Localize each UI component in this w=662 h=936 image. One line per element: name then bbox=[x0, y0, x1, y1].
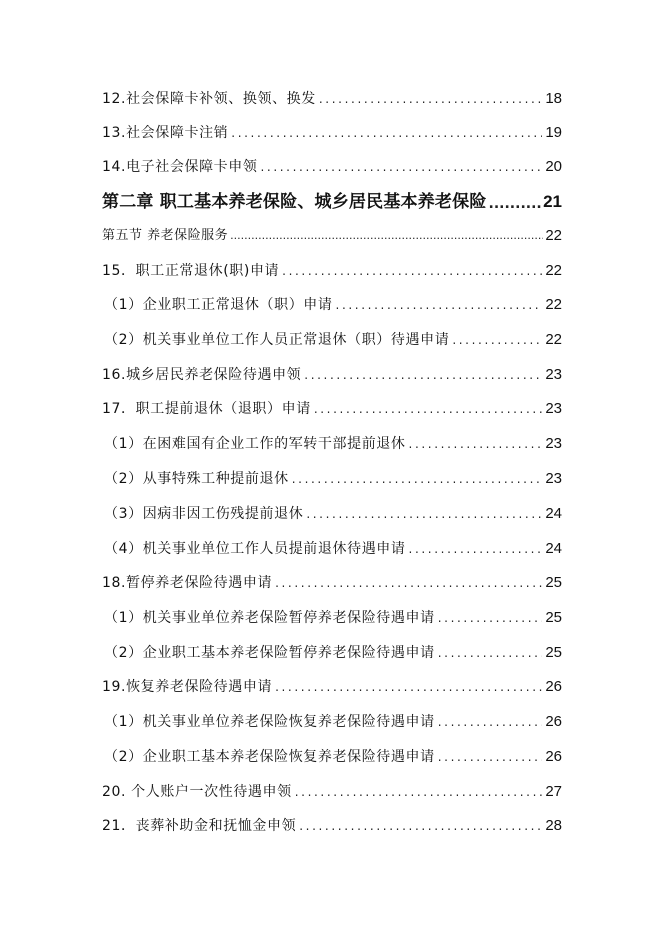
toc-entry-title: （1）机关事业单位养老保险暂停养老保险待遇申请 bbox=[104, 610, 435, 626]
toc-subentry[interactable] bbox=[104, 744, 562, 766]
toc-entry-page: 25 bbox=[545, 644, 562, 661]
toc-entry[interactable] bbox=[102, 362, 562, 384]
toc-entry[interactable] bbox=[102, 120, 562, 142]
toc-section-title: 第五节 养老保险服务 bbox=[102, 228, 229, 243]
toc-entry-page: 21 bbox=[543, 192, 562, 211]
dot-leader bbox=[438, 713, 543, 731]
toc-entry-page: 23 bbox=[545, 435, 562, 452]
toc-subentry[interactable] bbox=[104, 466, 562, 488]
dot-leader bbox=[260, 158, 542, 176]
toc-subentry[interactable] bbox=[104, 327, 562, 349]
dot-leader bbox=[231, 124, 542, 142]
toc-subentry[interactable] bbox=[104, 431, 562, 453]
toc-entry[interactable] bbox=[102, 86, 562, 108]
toc-entry[interactable] bbox=[102, 258, 562, 280]
toc-entry-title: 19.恢复养老保险待遇申请 bbox=[102, 679, 273, 695]
toc-entry-title: （1）在困难国有企业工作的军转干部提前退休 bbox=[104, 436, 406, 452]
toc-entry-title: 18.暂停养老保险待遇申请 bbox=[102, 575, 273, 591]
toc-subentry[interactable] bbox=[104, 640, 562, 662]
dot-leader bbox=[438, 609, 543, 627]
dot-leader bbox=[489, 195, 543, 213]
dot-leader bbox=[452, 331, 542, 349]
dot-leader bbox=[336, 296, 543, 314]
dot-leader bbox=[314, 400, 542, 418]
toc-entry-page: 27 bbox=[545, 783, 562, 800]
dot-leader bbox=[306, 505, 542, 523]
toc-subentry[interactable] bbox=[104, 292, 562, 314]
toc-entry-title: （2）企业职工基本养老保险恢复养老保险待遇申请 bbox=[104, 749, 435, 765]
dot-leader bbox=[230, 227, 543, 245]
toc-entry-title: （4）机关事业单位工作人员提前退休待遇申请 bbox=[104, 541, 406, 557]
toc-entry-title: （2）企业职工基本养老保险暂停养老保险待遇申请 bbox=[104, 645, 435, 661]
dot-leader bbox=[409, 435, 543, 453]
toc-entry-page: 20 bbox=[545, 158, 562, 175]
toc-entry-title: 15．职工正常退休(职)申请 bbox=[102, 263, 280, 279]
toc-entry-page: 22 bbox=[545, 262, 562, 279]
dot-leader bbox=[295, 783, 543, 801]
toc-entry[interactable] bbox=[102, 674, 562, 696]
toc-entry-page: 18 bbox=[545, 90, 562, 107]
toc-entry[interactable] bbox=[102, 779, 562, 801]
toc-entry-page: 23 bbox=[545, 400, 562, 417]
dot-leader bbox=[299, 817, 542, 835]
toc-entry-title: 12.社会保障卡补领、换领、换发 bbox=[102, 91, 316, 107]
toc-entry-page: 23 bbox=[545, 366, 562, 383]
dot-leader bbox=[304, 366, 542, 384]
toc-entry-page: 22 bbox=[545, 296, 562, 313]
toc-subentry[interactable] bbox=[104, 501, 562, 523]
toc-entry[interactable] bbox=[102, 813, 562, 835]
toc-entry[interactable] bbox=[102, 570, 562, 592]
toc-entry[interactable] bbox=[102, 154, 562, 176]
toc-chapter-title: 第二章 职工基本养老保险、城乡居民基本养老保险 bbox=[102, 192, 487, 212]
toc-entry-page: 25 bbox=[545, 609, 562, 626]
toc-entry-title: （1）机关事业单位养老保险恢复养老保险待遇申请 bbox=[104, 714, 435, 730]
toc-entry-title: （1）企业职工正常退休（职）申请 bbox=[104, 297, 333, 313]
toc-entry-title: （2）机关事业单位工作人员正常退休（职）待遇申请 bbox=[104, 332, 450, 348]
dot-leader bbox=[282, 262, 542, 280]
toc-entry-page: 23 bbox=[545, 470, 562, 487]
toc-entry-page: 22 bbox=[545, 331, 562, 348]
dot-leader bbox=[438, 748, 543, 766]
toc-section-entry[interactable] bbox=[102, 223, 562, 245]
toc-entry-page: 26 bbox=[545, 713, 562, 730]
toc-entry-title: 14.电子社会保障卡申领 bbox=[102, 159, 258, 175]
toc-entry-page: 24 bbox=[545, 505, 562, 522]
toc-entry-title: 13.社会保障卡注销 bbox=[102, 125, 229, 141]
toc-entry-page: 26 bbox=[545, 678, 562, 695]
dot-leader bbox=[319, 90, 542, 108]
dot-leader bbox=[275, 678, 542, 696]
toc-entry-page: 25 bbox=[545, 574, 562, 591]
dot-leader bbox=[409, 540, 543, 558]
toc-entry-title: （2）从事特殊工种提前退休 bbox=[104, 471, 289, 487]
toc-entry[interactable] bbox=[102, 396, 562, 418]
toc-entry-title: 21．丧葬补助金和抚恤金申领 bbox=[102, 818, 297, 834]
dot-leader bbox=[292, 470, 543, 488]
toc-entry-page: 24 bbox=[545, 540, 562, 557]
toc-entry-title: （3）因病非因工伤残提前退休 bbox=[104, 506, 304, 522]
dot-leader bbox=[275, 574, 542, 592]
toc-entry-title: 16.城乡居民养老保险待遇申领 bbox=[102, 367, 302, 383]
dot-leader bbox=[438, 644, 543, 662]
toc-chapter-entry[interactable] bbox=[102, 187, 562, 213]
toc-entry-page: 19 bbox=[545, 124, 562, 141]
toc-subentry[interactable] bbox=[104, 536, 562, 558]
toc-subentry[interactable] bbox=[104, 605, 562, 627]
toc-subentry[interactable] bbox=[104, 709, 562, 731]
toc-entry-title: 17．职工提前退休（退职）申请 bbox=[102, 401, 311, 417]
toc-entry-page: 22 bbox=[545, 227, 562, 244]
toc-entry-page: 26 bbox=[545, 748, 562, 765]
toc-entry-page: 28 bbox=[545, 817, 562, 834]
toc-entry-title: 20. 个人账户一次性待遇申领 bbox=[102, 784, 292, 800]
